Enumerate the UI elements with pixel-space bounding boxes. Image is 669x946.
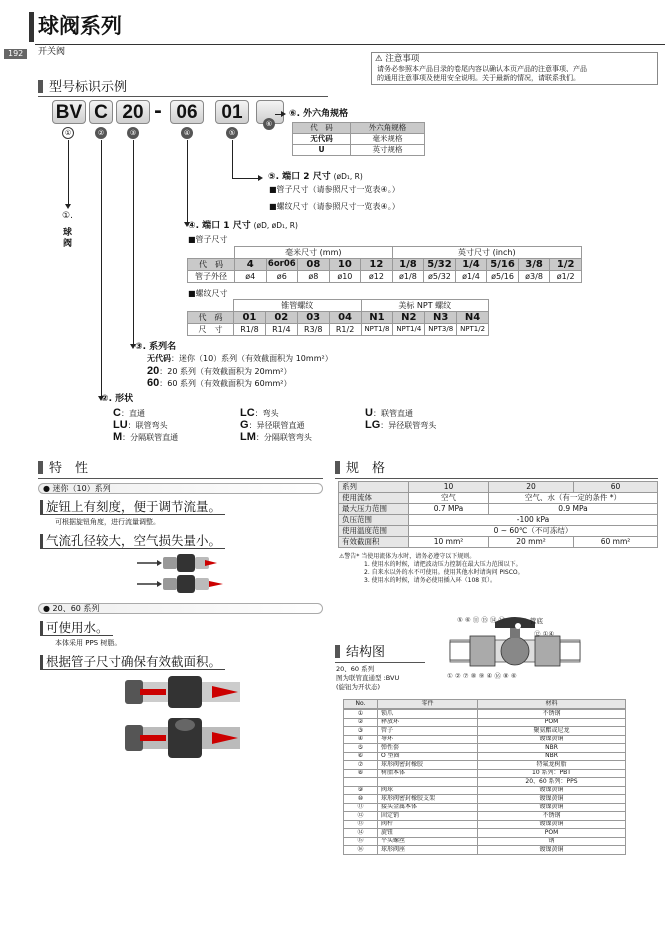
mini-valve-illustration bbox=[135, 550, 230, 596]
tube-code: 1/2 bbox=[550, 259, 582, 271]
part-material: 镀镍黄铜 bbox=[478, 735, 626, 744]
spec-note: 1. 使用水的时候，请把波动压力控制在最大压力范围以下。 bbox=[364, 561, 522, 568]
spec-label: 使用流体 bbox=[339, 493, 409, 504]
spec-cell: 空气 bbox=[409, 493, 489, 504]
feature-water-note: 本体采用 PPS 树脂。 bbox=[55, 639, 122, 647]
page-subtitle: 开关阀 bbox=[38, 47, 66, 57]
part-name: 接头金属本体 bbox=[378, 803, 478, 812]
shape-item: G：异径联管直通 bbox=[240, 419, 305, 431]
thread-size: R3/8 bbox=[297, 324, 329, 336]
structure-heading: 结构图 bbox=[335, 645, 385, 661]
thread-size: NPT1/4 bbox=[393, 324, 425, 336]
part-number: ⑫ bbox=[344, 812, 378, 821]
code-dash: - bbox=[154, 100, 162, 122]
tube-od: ø5/32 bbox=[424, 271, 456, 283]
part-material: 20、60 系列：PPS bbox=[478, 778, 626, 787]
tube-code-label: 代 码 bbox=[188, 259, 235, 271]
caution-line1: 请务必参照本产品目录的卷尾内容以确认本页产品的注意事项、产品 bbox=[377, 65, 587, 73]
large-valve-illustration bbox=[120, 670, 250, 775]
specs-rule bbox=[335, 478, 658, 479]
hex-header-spec: 外六角规格 bbox=[351, 123, 425, 134]
parts-row bbox=[344, 803, 626, 812]
part-number: ③ bbox=[344, 727, 378, 736]
thread-code: N4 bbox=[457, 312, 489, 324]
port2-title: ⑤. 端口 2 尺寸 (øD₁, R) bbox=[268, 172, 363, 182]
tube-od: ø4 bbox=[235, 271, 267, 283]
part-number: ⑬ bbox=[344, 820, 378, 829]
port2-note1: ■管子尺寸（请参照尺寸一览表④。） bbox=[269, 185, 400, 194]
part-number: ⑩ bbox=[344, 795, 378, 804]
spec-cell: 0 ~ 60℃（不可冻结） bbox=[409, 526, 658, 537]
hex-header-code: 代 码 bbox=[293, 123, 351, 134]
parts-row bbox=[344, 795, 626, 804]
thread-code: N2 bbox=[393, 312, 425, 324]
parts-row bbox=[344, 820, 626, 829]
thread-code: 01 bbox=[234, 312, 266, 324]
part-name: 树脂本体 bbox=[378, 769, 478, 778]
feature-knob-note: 可根据旋钮角度，进行流量调整。 bbox=[55, 518, 160, 526]
part-number: ④ bbox=[344, 735, 378, 744]
part-material: 聚氨酯或尼龙 bbox=[478, 727, 626, 736]
part-number: ② bbox=[344, 718, 378, 727]
tube-od: ø10 bbox=[329, 271, 361, 283]
title-bar-left bbox=[29, 12, 34, 42]
parts-row bbox=[344, 761, 626, 770]
thread-size: R1/8 bbox=[234, 324, 266, 336]
circle-4: ④ bbox=[181, 127, 193, 139]
features-rule bbox=[38, 478, 323, 479]
features-heading: 特 性 bbox=[38, 461, 88, 477]
line-5h bbox=[232, 178, 260, 179]
tube-callout: 管底 bbox=[530, 617, 543, 625]
item1-num: ①. bbox=[62, 211, 73, 221]
tube-od: ø8 bbox=[298, 271, 330, 283]
specs-table bbox=[338, 481, 658, 548]
hex-cell: 毫米规格 bbox=[351, 134, 425, 145]
part-name: 固定销 bbox=[378, 812, 478, 821]
part-material: 镀镍黄铜 bbox=[478, 795, 626, 804]
thread-size-table bbox=[187, 299, 489, 336]
parts-table-body bbox=[343, 709, 626, 855]
part-material: 10 系列：PBT bbox=[478, 769, 626, 778]
parts-header: 材料 bbox=[478, 700, 626, 709]
arrow-6 bbox=[281, 111, 286, 117]
spec-note: 2. 自来水以外的水不可使用。使用其他水时请询问 PISCO。 bbox=[364, 569, 524, 576]
tube-od: ø5/16 bbox=[487, 271, 519, 283]
series-2060-label: ● 20、60 系列 bbox=[38, 603, 323, 614]
thread-code: N1 bbox=[361, 312, 393, 324]
part-material: 镀镍黄铜 bbox=[478, 786, 626, 795]
part-material: 钢 bbox=[478, 837, 626, 846]
series-row: 无代码：迷你（10）系列（有效截面积为 10mm²） bbox=[147, 354, 333, 363]
part-name: 导环 bbox=[378, 735, 478, 744]
line-2 bbox=[101, 140, 102, 398]
part-number: ⑯ bbox=[344, 846, 378, 855]
tube-code: 6or06 bbox=[267, 259, 296, 270]
part-material: POM bbox=[478, 718, 626, 727]
parts-row bbox=[344, 744, 626, 753]
spec-label: 有效截面积 bbox=[339, 537, 409, 548]
part-name bbox=[378, 778, 478, 787]
parts-header: No. bbox=[344, 700, 378, 709]
part-number: ① bbox=[344, 710, 378, 719]
part-material: 不锈钢 bbox=[478, 812, 626, 821]
hex-title: ⑥. 外六角规格 bbox=[289, 109, 349, 119]
tube-code: 1/8 bbox=[392, 259, 424, 271]
thread-size: NPT1/8 bbox=[361, 324, 393, 336]
warning-icon: ⚠ bbox=[375, 54, 383, 64]
spec-label: 使用温度范围 bbox=[339, 526, 409, 537]
specs-heading: 规 格 bbox=[335, 461, 385, 477]
tube-code: 12 bbox=[361, 259, 393, 271]
part-number: ⑤ bbox=[344, 744, 378, 753]
part-material: POM bbox=[478, 829, 626, 838]
shape-item: U：联管直通 bbox=[365, 407, 413, 419]
parts-row bbox=[344, 752, 626, 761]
mm-size-header: 毫米尺寸 (mm) bbox=[235, 247, 393, 259]
part-name: 阀杆 bbox=[378, 820, 478, 829]
spec-cell: 空气、水（有一定的条件 *） bbox=[489, 493, 658, 504]
callout-numbers-right: ⑫ ①④ bbox=[534, 630, 555, 638]
item1-label: 球阀 bbox=[63, 228, 73, 249]
thread-size: NPT3/8 bbox=[425, 324, 457, 336]
spec-cell: 0.7 MPa bbox=[409, 504, 489, 515]
part-number: ⑧ bbox=[344, 769, 378, 778]
tube-code: 3/8 bbox=[518, 259, 550, 271]
tube-od: ø1/4 bbox=[455, 271, 487, 283]
part-name: 球形阀密封橡胶支架 bbox=[378, 795, 478, 804]
part-material: 特氟龙树脂 bbox=[478, 761, 626, 770]
thread-size: R1/2 bbox=[329, 324, 361, 336]
part-number bbox=[344, 778, 378, 787]
code-box-series: 20 bbox=[116, 100, 150, 124]
structure-rule bbox=[335, 662, 425, 663]
parts-row bbox=[344, 710, 626, 719]
thread-size-row-label: 尺 寸 bbox=[188, 324, 234, 336]
tube-od: ø1/2 bbox=[550, 271, 582, 283]
shape-item: C：直通 bbox=[113, 407, 145, 419]
thread-code: 02 bbox=[265, 312, 297, 324]
code-box-shape: C bbox=[89, 100, 113, 124]
part-number: ⑦ bbox=[344, 761, 378, 770]
parts-row bbox=[344, 735, 626, 744]
tube-code: 5/16 bbox=[487, 259, 519, 271]
mini-series-label: ● 迷你（10）系列 bbox=[38, 483, 323, 494]
thread-code: 03 bbox=[297, 312, 329, 324]
hex-cell: U bbox=[293, 145, 351, 156]
callout-numbers-top: ⑤ ⑥ ⑪ ⑮ ⑭ ⑬ bbox=[457, 616, 505, 624]
tube-code: 08 bbox=[298, 259, 330, 271]
part-name: 管子 bbox=[378, 727, 478, 736]
spec-label: 负压范围 bbox=[339, 515, 409, 526]
spec-cell: 20 mm² bbox=[489, 537, 574, 548]
parts-table bbox=[343, 699, 626, 709]
line-5v bbox=[232, 140, 233, 178]
shape-item: M：分隔联管直通 bbox=[113, 431, 179, 443]
series-title: ③. 系列名 bbox=[135, 342, 177, 352]
thread-size: NPT1/2 bbox=[457, 324, 489, 336]
caution-box bbox=[371, 52, 658, 85]
spec-cell: -100 kPa bbox=[409, 515, 658, 526]
part-number: ⑨ bbox=[344, 786, 378, 795]
parts-row bbox=[344, 778, 626, 787]
port1-title: ④. 端口 1 尺寸 (øD, øD₁, R) bbox=[188, 221, 298, 231]
model-section-rule bbox=[38, 96, 328, 97]
page-title: 球阀系列 bbox=[38, 14, 122, 38]
arrow-1 bbox=[65, 204, 71, 209]
feature-large-bore: 气流孔径较大，空气损失量小。 bbox=[40, 534, 225, 549]
parts-row bbox=[344, 727, 626, 736]
part-material: 镀镍黄铜 bbox=[478, 820, 626, 829]
thread-size-label: ■螺纹尺寸 bbox=[188, 289, 228, 298]
part-name: 平头螺丝 bbox=[378, 837, 478, 846]
spec-header: 60 bbox=[574, 482, 658, 493]
circle-6: ⑥ bbox=[263, 118, 275, 130]
line-3 bbox=[133, 140, 134, 346]
parts-row bbox=[344, 786, 626, 795]
arrow-5 bbox=[258, 175, 263, 181]
spec-header: 10 bbox=[409, 482, 489, 493]
tube-od: ø12 bbox=[361, 271, 393, 283]
shape-title: ②. 形状 bbox=[101, 394, 134, 404]
npt-thread-header: 美标 NPT 螺纹 bbox=[361, 300, 489, 312]
line-4 bbox=[187, 140, 188, 224]
shape-item: LG：异径联管弯头 bbox=[365, 419, 437, 431]
spec-cell: 10 mm² bbox=[409, 537, 489, 548]
tube-od: ø1/8 bbox=[392, 271, 424, 283]
thread-code: N3 bbox=[425, 312, 457, 324]
thread-size: R1/4 bbox=[265, 324, 297, 336]
feature-effective-area: 根据管子尺寸确保有效截面积。 bbox=[40, 655, 225, 670]
circle-3: ③ bbox=[127, 127, 139, 139]
spec-cell: 60 mm² bbox=[574, 537, 658, 548]
title-underline bbox=[35, 44, 665, 45]
code-box-bv: BV bbox=[52, 100, 86, 124]
page-number: 192 bbox=[4, 49, 27, 59]
bullet-icon: ● bbox=[43, 484, 50, 493]
circle-2: ② bbox=[95, 127, 107, 139]
spec-label: 最大压力范围 bbox=[339, 504, 409, 515]
structure-caption: 20、60 系列 bbox=[336, 665, 375, 673]
part-number: ⑪ bbox=[344, 803, 378, 812]
port2-note2: ■螺纹尺寸（请参照尺寸一览表④。） bbox=[269, 202, 400, 211]
shape-item: LC：弯头 bbox=[240, 407, 279, 419]
spec-header: 20 bbox=[489, 482, 574, 493]
part-name: 阀球 bbox=[378, 786, 478, 795]
parts-row bbox=[344, 812, 626, 821]
part-name: 球形阀座 bbox=[378, 846, 478, 855]
hex-cell: 英寸规格 bbox=[351, 145, 425, 156]
structure-caption: (旋钮为开状态) bbox=[336, 683, 381, 691]
part-material: NBR bbox=[478, 752, 626, 761]
parts-header: 零件 bbox=[378, 700, 478, 709]
inch-size-header: 英寸尺寸 (inch) bbox=[392, 247, 581, 259]
shape-item: LU：联管弯头 bbox=[113, 419, 168, 431]
spec-note: ⚠警告* 当使用流体为水时，请务必遵守以下规则。 bbox=[339, 553, 476, 560]
part-name: 释放环 bbox=[378, 718, 478, 727]
part-number: ⑥ bbox=[344, 752, 378, 761]
callout-numbers-bottom: ① ② ⑦ ⑧ ⑨ ④ ⑯ ⑧ ⑥ bbox=[447, 672, 517, 680]
hex-cell: 无代码 bbox=[293, 134, 351, 145]
tube-od: ø3/8 bbox=[518, 271, 550, 283]
part-name: 旋钮 bbox=[378, 829, 478, 838]
tube-size-label: ■管子尺寸 bbox=[188, 235, 228, 244]
structure-caption: 图为联管直通型 :BVU bbox=[336, 674, 400, 682]
parts-row bbox=[344, 769, 626, 778]
parts-row bbox=[344, 829, 626, 838]
part-material: 镀镍黄铜 bbox=[478, 803, 626, 812]
caution-title: ⚠ 注意事项 bbox=[375, 54, 420, 64]
parts-row bbox=[344, 718, 626, 727]
tube-od-label: 管子外径 bbox=[188, 271, 235, 283]
circle-1: ① bbox=[62, 127, 74, 139]
model-section-heading: 型号标识示例 bbox=[38, 80, 127, 96]
line-1 bbox=[68, 140, 69, 206]
taper-thread-header: 锥管螺纹 bbox=[234, 300, 362, 312]
spec-header: 系列 bbox=[339, 482, 409, 493]
code-box-port2: 01 bbox=[215, 100, 249, 124]
parts-row bbox=[344, 846, 626, 855]
spec-note: 3. 使用水的时候，请务必使用插入环（108 页）。 bbox=[364, 577, 496, 584]
parts-row bbox=[344, 837, 626, 846]
shape-item: LM：分隔联管弯头 bbox=[240, 431, 312, 443]
bullet-icon: ● bbox=[43, 604, 50, 613]
caution-line2: 的通用注意事项及使用安全说明。关于最新的情况，请联系我们。 bbox=[377, 74, 580, 82]
code-box-port1: 06 bbox=[170, 100, 204, 124]
part-material: NBR bbox=[478, 744, 626, 753]
part-material: 镀镍黄铜 bbox=[478, 846, 626, 855]
tube-code: 5/32 bbox=[424, 259, 456, 271]
thread-code: 04 bbox=[329, 312, 361, 324]
thread-code-label: 代 码 bbox=[188, 312, 234, 324]
tube-size-table bbox=[187, 246, 582, 283]
circle-5: ⑤ bbox=[226, 127, 238, 139]
part-number: ⑮ bbox=[344, 837, 378, 846]
part-name: 球形阀密封橡胶 bbox=[378, 761, 478, 770]
tube-code: 10 bbox=[329, 259, 361, 271]
hex-table bbox=[292, 122, 425, 156]
part-material: 不锈钢 bbox=[478, 710, 626, 719]
spec-cell: 0.9 MPa bbox=[489, 504, 658, 515]
part-number: ⑭ bbox=[344, 829, 378, 838]
part-name: O 型圈 bbox=[378, 752, 478, 761]
tube-code: 4 bbox=[235, 259, 267, 271]
part-name: 弹性套 bbox=[378, 744, 478, 753]
part-name: 锁爪 bbox=[378, 710, 478, 719]
feature-knob-scale: 旋钮上有刻度，便于调节流量。 bbox=[40, 500, 225, 515]
feature-water-use: 可使用水。 bbox=[40, 621, 113, 636]
tube-code: 1/4 bbox=[455, 259, 487, 271]
tube-od: ø6 bbox=[266, 271, 298, 283]
series-row: 20：20 系列（有效截面积为 20mm²） bbox=[147, 365, 292, 377]
series-row: 60：60 系列（有效截面积为 60mm²） bbox=[147, 377, 292, 389]
